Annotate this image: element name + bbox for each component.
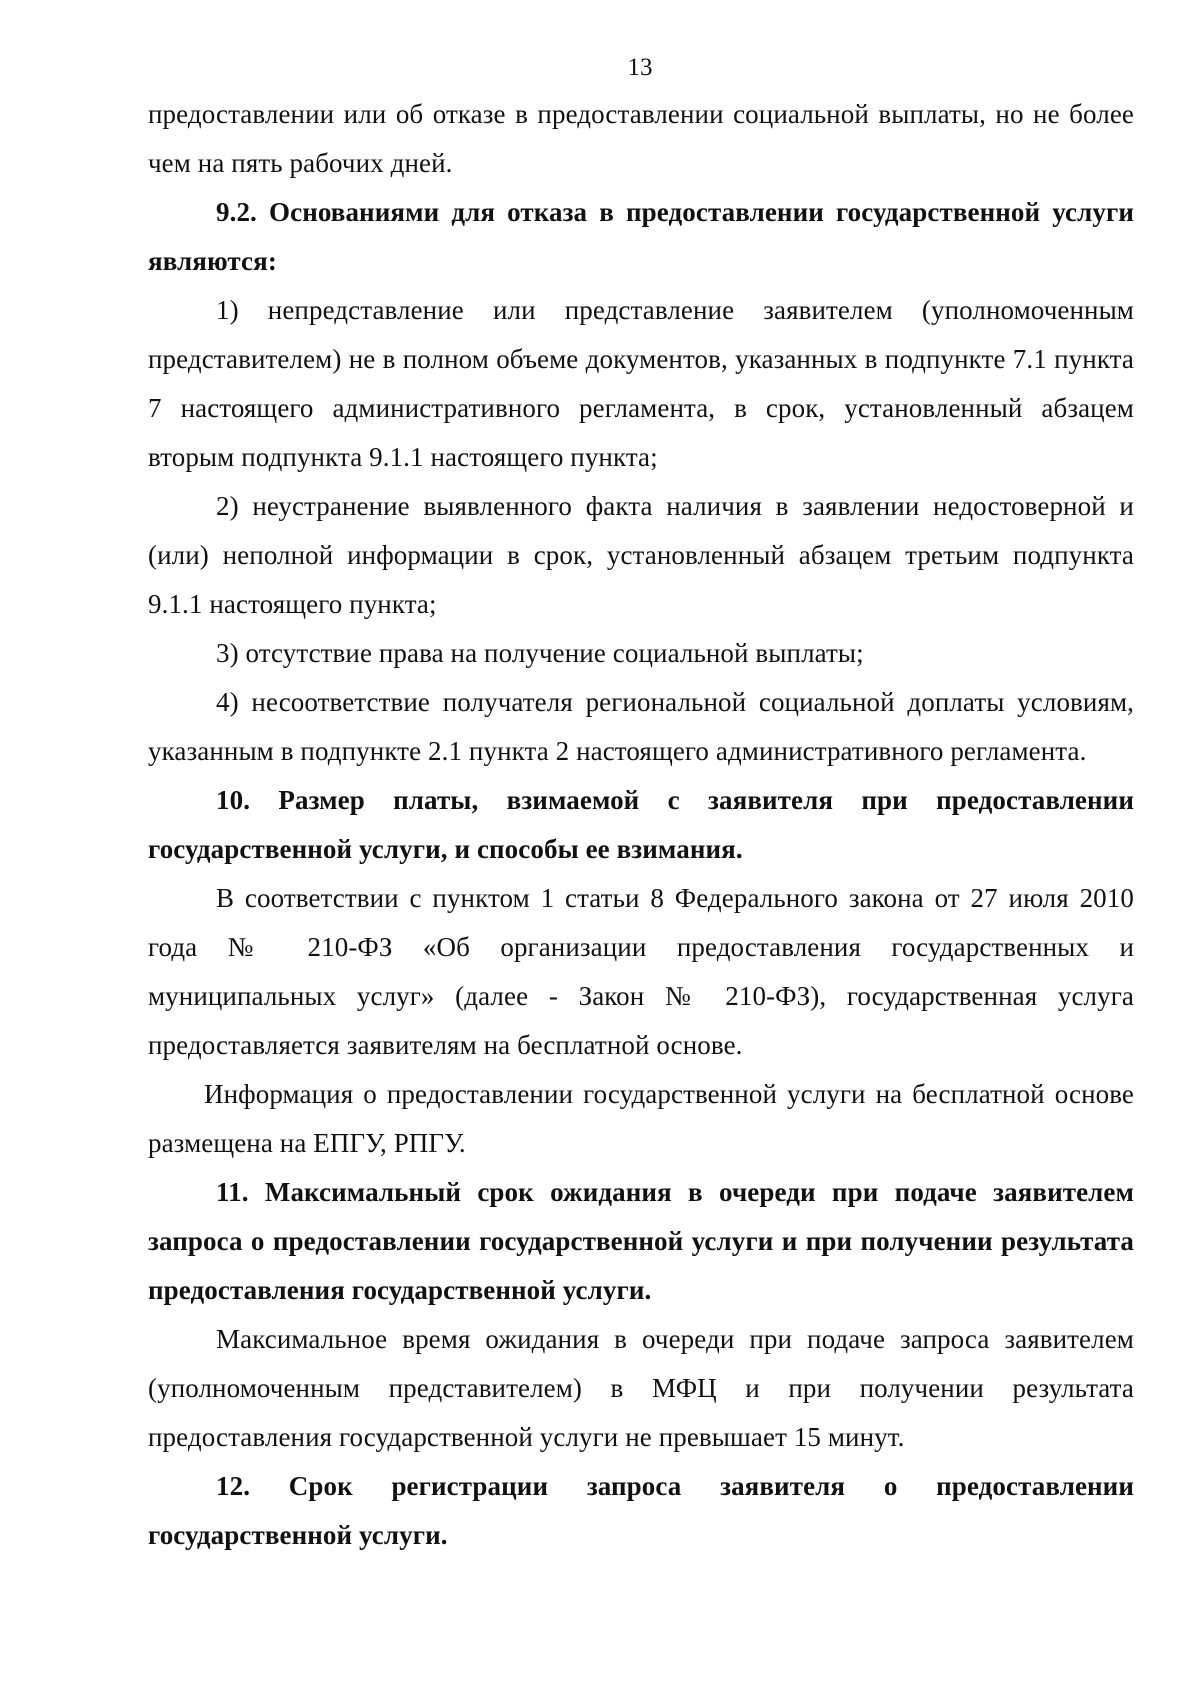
document-body — [148, 90, 1134, 1560]
paragraph-fee: В соответствии с пунктом 1 статьи 8 Федерального закона от 27 июля 2010 года № 210-ФЗ «Об организации предоставления государственных и муниципальных услуг» (далее - Закон № 210-ФЗ), государственная услуга предоставляется заявителям на бесплатной основе. — [148, 883, 1134, 1060]
paragraph-info: Информация о предоставлении государственной услуги на бесплатной основе размещена на ЕПГУ, РПГУ. — [148, 1079, 1134, 1158]
paragraph-continuation: предоставлении или об отказе в предоставлении социальной выплаты, но не более чем на пять рабочих дней. — [148, 99, 1134, 178]
list-item-2: 2) неустранение выявленного факта наличия в заявлении недостоверной и (или) неполной информации в срок, установленный абзацем третьим подпункта 9.1.1 настоящего пункта; — [148, 491, 1134, 619]
section-heading-11: 11. Максимальный срок ожидания в очереди при подаче заявителем запроса о предоставлении государственной услуги и при получении результата предоставления государственной услуги. — [148, 1177, 1134, 1305]
list-item-3: 3) отсутствие права на получение социальной выплаты; — [216, 638, 864, 668]
paragraph-wait-time: Максимальное время ожидания в очереди при подаче запроса заявителем (уполномоченным представителем) в МФЦ и при получении результата предоставления государственной услуги не превышает 15 минут. — [148, 1324, 1134, 1452]
section-heading-9-2: 9.2. Основаниями для отказа в предоставлении государственной услуги являются: — [148, 197, 1134, 276]
list-item-4: 4) несоответствие получателя региональной социальной доплаты условиям, указанным в подпункте 2.1 пункта 2 настоящего административного регламента. — [148, 687, 1134, 766]
list-item-1: 1) непредставление или представление заявителем (уполномоченным представителем) не в полном объеме документов, указанных в подпункте 7.1 пункта 7 настоящего административного регламента, в срок, установленный абзацем вторым подпункта 9.1.1 настоящего пункта; — [148, 295, 1134, 472]
section-heading-10: 10. Размер платы, взимаемой с заявителя при предоставлении государственной услуги, и способы ее взимания. — [148, 785, 1134, 864]
page-number: 13 — [627, 54, 653, 81]
section-heading-12: 12. Срок регистрации запроса заявителя о предоставлении государственной услуги. — [148, 1471, 1134, 1550]
